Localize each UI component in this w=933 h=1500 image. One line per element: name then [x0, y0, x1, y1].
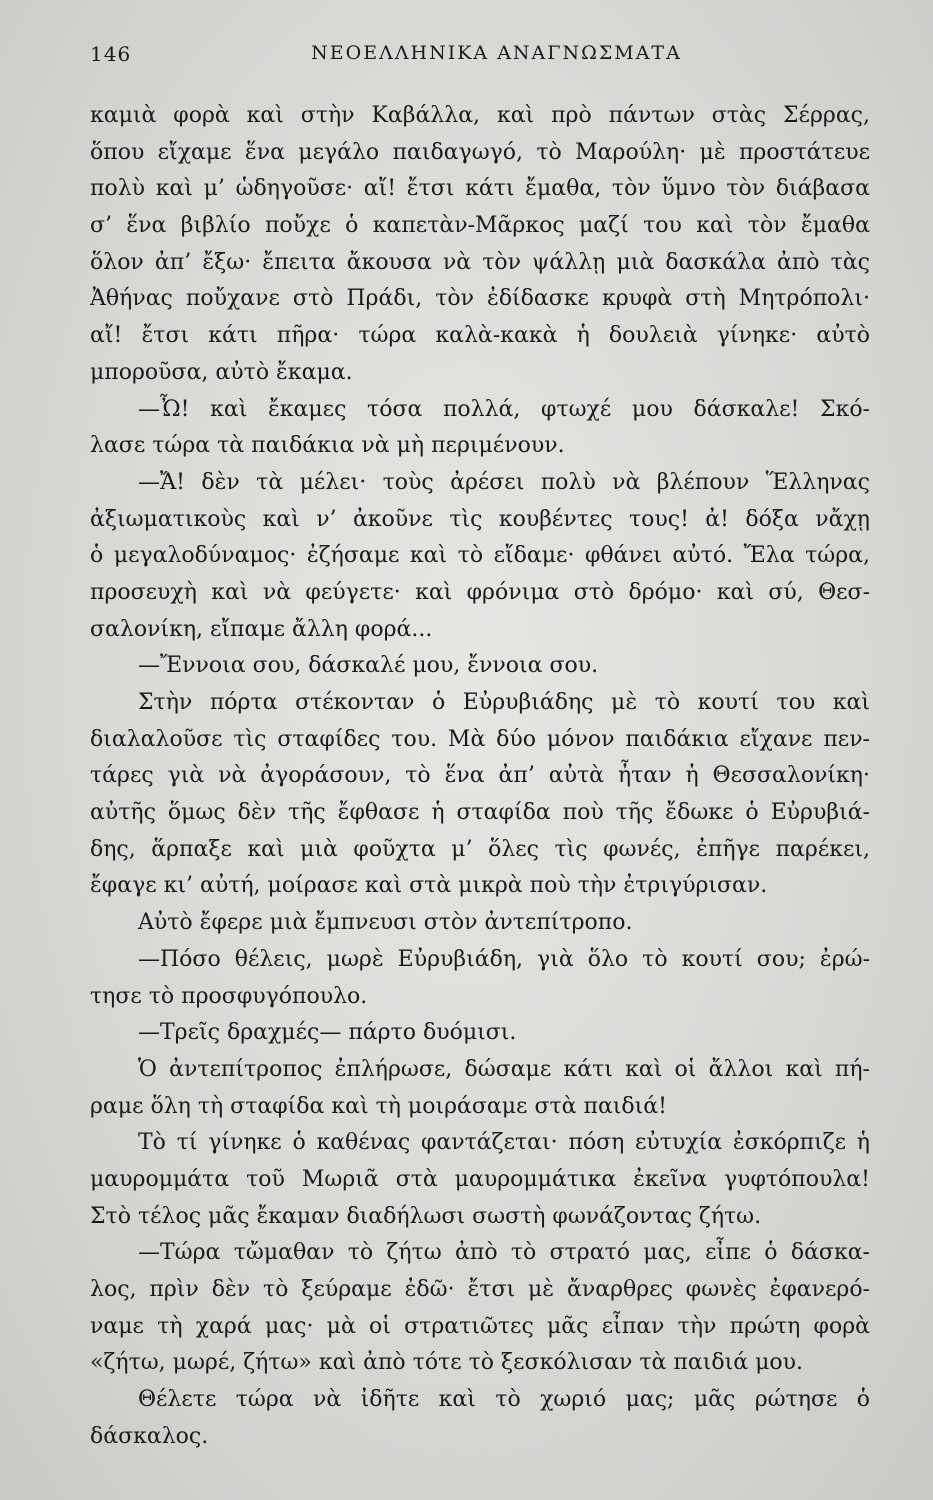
text-line: τησε τὸ προσφυγόπουλο. [90, 983, 368, 1009]
text-line: —Πόσο θέλεις, μωρὲ Εὐρυβιάδη, γιὰ ὅλο τὸ κουτί σου; ἐρώ- [138, 946, 870, 972]
running-title: ΝΕΟΕΛΛΗΝΙΚΑ ΑΝΑΓΝΩΣΜΑΤΑ [311, 42, 682, 64]
text-line: αὐτῆς ὅμως δὲν τῆς ἔφθασε ἡ σταφίδα ποὺ τῆς ἔδωκε ὁ Εὐρυβιά- [90, 800, 870, 826]
text-line: προσευχὴ καὶ νὰ φεύγετε· καὶ φρόνιμα στὸ δρόμο· καὶ σύ, Θεσ- [90, 579, 870, 605]
text-line: ὅλον ἀπ’ ἔξω· ἔπειτα ἄκουσα νὰ τὸν ψάλλῃ μιὰ δασκάλα ἀπὸ τὰς [90, 249, 870, 275]
text-line: —Ὦ! καὶ ἔκαμες τόσα πολλά, φτωχέ μου δάσκαλε! Σκό- [138, 396, 870, 422]
text-line: Θέλετε τώρα νὰ ἰδῆτε καὶ τὸ χωριό μας; μᾶς ρώτησε ὁ [138, 1387, 870, 1413]
text-line: —Τώρα τὤμαθαν τὸ ζήτω ἀπὸ τὸ στρατό μας, εἶπε ὁ δάσκα- [138, 1240, 870, 1266]
text-line: ραμε ὅλη τὴ σταφίδα καὶ τὴ μοιράσαμε στὰ παιδιά! [90, 1093, 667, 1119]
text-line: πολὺ καὶ μ’ ὡδηγοῦσε· αἴ! ἔτσι κάτι ἔμαθα, τὸν ὕμνο τὸν διάβασα [90, 176, 870, 202]
text-line: ἀξιωματικοὺς καὶ ν’ ἀκοῦνε τὶς κουβέντες τους! ἀ! δόξα νἄχῃ [90, 506, 870, 532]
text-line: δης, ἅρπαξε καὶ μιὰ φοῦχτα μ’ ὅλες τὶς φωνές, ἐπῆγε παρέκει, [90, 836, 870, 862]
text-line: ἔφαγε κι’ αὐτή, μοίρασε καὶ στὰ μικρὰ ποὺ τὴν ἐτριγύρισαν. [90, 873, 768, 899]
text-line: αἴ! ἔτσι κάτι πῆρα· τώρα καλὰ-κακὰ ἡ δουλειὰ γίνηκε· αὐτὸ [90, 323, 870, 349]
text-line: δάσκαλος. [90, 1423, 209, 1449]
text-line: —Ἄ! δὲν τὰ μέλει· τοὺς ἀρέσει πολὺ νὰ βλέπουν Ἕλληνας [138, 469, 870, 495]
text-line: ὅπου εἴχαμε ἕνα μεγάλο παιδαγωγό, τὸ Μαρούλη· μὲ προστάτευε [90, 139, 870, 165]
text-line: —Ἔννοια σου, δάσκαλέ μου, ἔννοια σου. [138, 653, 599, 679]
text-line: λασε τώρα τὰ παιδάκια νὰ μὴ περιμένουν. [90, 433, 565, 459]
text-line: μποροῦσα, αὐτὸ ἔκαμα. [90, 359, 353, 385]
text-line: Τὸ τί γίνηκε ὁ καθένας φαντάζεται· πόση εὐτυχία ἐσκόρπιζε ἡ [138, 1130, 870, 1156]
text-line: Στὸ τέλος μᾶς ἔκαμαν διαδήλωσι σωστὴ φωνάζοντας ζήτω. [90, 1203, 762, 1229]
text-line: Ἀθήνας ποὔχανε στὸ Πράδι, τὸν ἐδίδασκε κρυφὰ στὴ Μητρόπολι· [90, 286, 870, 312]
text-line: Ὁ ἀντεπίτροπος ἐπλήρωσε, δώσαμε κάτι καὶ οἱ ἄλλοι καὶ πή- [138, 1056, 870, 1082]
text-line: τάρες γιὰ νὰ ἀγοράσουν, τὸ ἕνα ἀπ’ αὐτὰ ἦταν ἡ Θεσσαλονίκη· [90, 763, 870, 789]
text-line: σ’ ἕνα βιβλίο ποὔχε ὁ καπετὰν-Μᾶρκος μαζί του καὶ τὸν ἔμαθα [90, 213, 870, 239]
text-line: λος, πρὶν δὲν τὸ ξεύραμε ἐδῶ· ἔτσι μὲ ἄναρθρες φωνὲς ἐφανερό- [90, 1277, 870, 1302]
text-line: ὁ μεγαλοδύναμος· ἐζήσαμε καὶ τὸ εἴδαμε· φθάνει αὐτό. Ἔλα τώρα, [90, 543, 870, 569]
text-line: Αὐτὸ ἔφερε μιὰ ἔμπνευσι στὸν ἀντεπίτροπο. [138, 910, 633, 936]
text-line: ναμε τὴ χαρά μας· μὰ οἱ στρατιῶτες μᾶς εἶπαν τὴν πρώτη φορὰ [90, 1313, 870, 1339]
text-line: μαυρομμάτα τοῦ Μωριᾶ στὰ μαυρομμάτικα ἐκεῖνα γυφτόπουλα! [90, 1166, 870, 1192]
text-line: Στὴν πόρτα στέκονταν ὁ Εὐρυβιάδης μὲ τὸ κουτί του καὶ [138, 690, 870, 715]
text-line: —Τρεῖς δραχμές— πάρτο δυόμισι. [138, 1020, 517, 1046]
text-line: διαλαλοῦσε τὶς σταφίδες του. Μὰ δύο μόνον παιδάκια εἴχανε πεν- [90, 726, 870, 752]
text-line: «ζήτω, μωρέ, ζήτω» καὶ ἀπὸ τότε τὸ ξεσκόλισαν τὰ παιδιά μου. [90, 1350, 803, 1376]
page-number: 146 [90, 42, 132, 66]
text-line: σαλονίκη, εἴπαμε ἄλλη φορά... [90, 616, 433, 642]
text-line: καμιὰ φορὰ καὶ στὴν Καβάλλα, καὶ πρὸ πάντων στὰς Σέρρας, [90, 103, 870, 128]
page-header [90, 42, 863, 72]
body-text [90, 98, 870, 1455]
